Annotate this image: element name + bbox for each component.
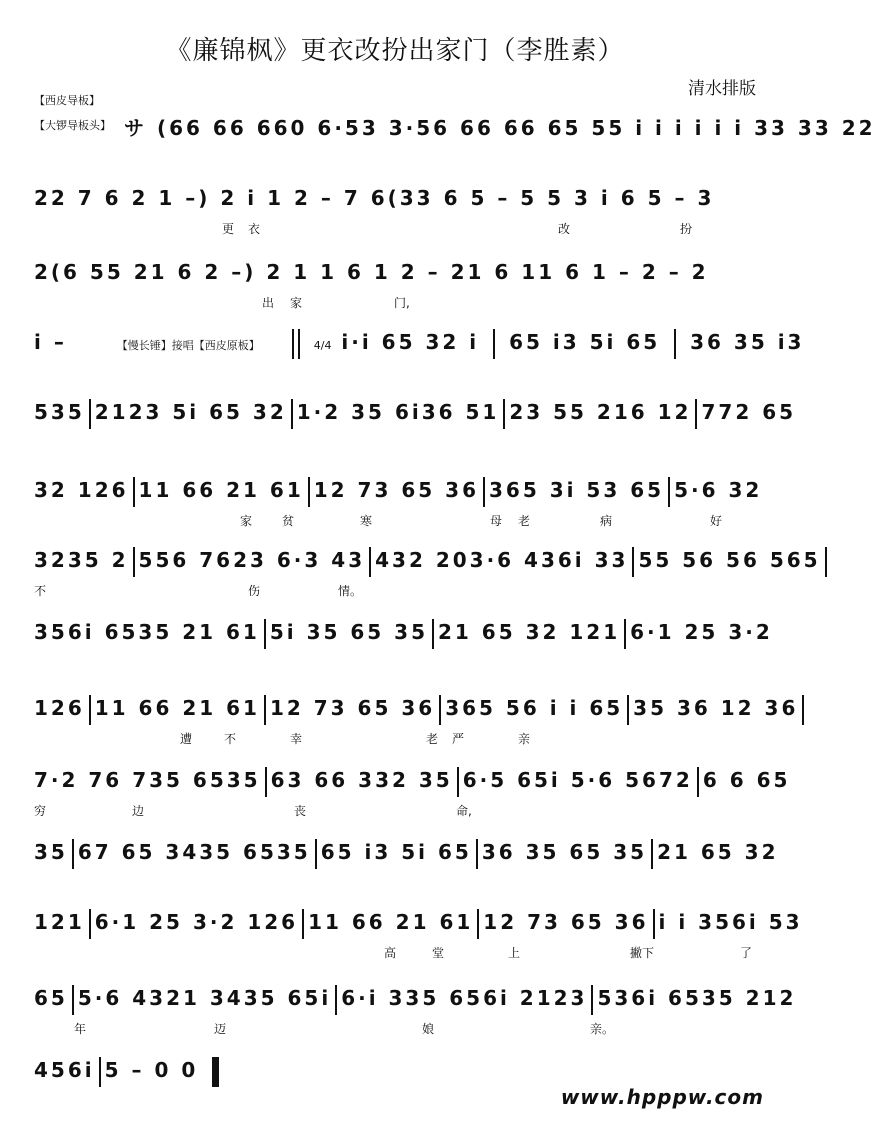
lyric: 幸	[290, 732, 303, 746]
lyric: 情。	[338, 584, 363, 598]
notes-segment: 11 66 21 61	[94, 696, 260, 720]
lyric: 扮	[680, 222, 693, 236]
barline	[292, 329, 294, 359]
barline	[89, 695, 91, 725]
notes	[34, 392, 797, 432]
barline	[291, 399, 293, 429]
score-line-4	[34, 322, 805, 402]
lyric: 不	[34, 584, 47, 598]
lyric: 命,	[456, 804, 472, 818]
lyric: 更	[222, 222, 235, 236]
notes-segment: 126	[34, 696, 85, 720]
banshi-tag-3: 【慢长锤】接唱【西皮原板】	[116, 339, 260, 352]
barline	[99, 1057, 101, 1087]
lyric: 家	[290, 296, 303, 310]
barline	[632, 547, 634, 577]
score-line-13	[34, 978, 797, 1058]
lyric: 老	[518, 514, 531, 528]
notes: 22 7 6 2 1 –) 2 i 1 2 – 7 6(33 6 5 – 5 5 3 i 6 5 – 3	[34, 186, 715, 210]
barline	[627, 695, 629, 725]
barline	[133, 477, 135, 507]
notes-segment: 67 65 3435 6535	[77, 840, 311, 864]
score-line-7	[34, 540, 821, 620]
notes-segment: 23 55 216 12	[509, 400, 692, 424]
notes	[34, 540, 821, 580]
barline	[335, 985, 337, 1015]
notes	[34, 978, 797, 1018]
notes-segment: 356i 6535 21 61	[34, 620, 260, 644]
lyric: 好	[710, 514, 723, 528]
notes: 2(6 55 21 6 2 –) 2 1 1 6 1 2 – 21 6 11 6 1 – 2 – 2	[34, 260, 709, 284]
notes-segment: i·i 65 32 i	[341, 330, 480, 354]
barline	[697, 767, 699, 797]
lyric: 了	[740, 946, 753, 960]
lyric: 衣	[248, 222, 261, 236]
lyric: 严	[452, 732, 465, 746]
lyric: 门,	[394, 296, 410, 310]
score-line-6	[34, 470, 762, 550]
lyric: 病	[600, 514, 613, 528]
notes	[34, 760, 791, 800]
notes	[34, 612, 773, 652]
notes-segment: 12 73 65 36	[313, 478, 479, 502]
barline	[668, 477, 670, 507]
notes-segment: 536i 6535 212	[597, 986, 797, 1010]
barline	[483, 477, 485, 507]
score-line-1	[124, 108, 876, 188]
notes-segment: 7·2 76 735 6535	[34, 768, 261, 792]
notes-segment: 535	[34, 400, 85, 424]
notes-segment: 11 66 21 61	[138, 478, 304, 502]
lyric: 老	[426, 732, 439, 746]
notes-segment: 65	[34, 986, 68, 1010]
final-barline	[212, 1057, 219, 1087]
barline	[72, 839, 74, 869]
score-line-12	[34, 902, 803, 982]
barline	[432, 619, 434, 649]
arranger-credit: 清水排版	[688, 79, 756, 99]
notes-segment: 365 56 i i 65	[445, 696, 624, 720]
lyric: 不	[224, 732, 237, 746]
notes-segment: 432 203·6 436i 33	[375, 548, 629, 572]
lyric: 堂	[432, 946, 445, 960]
barline	[476, 839, 478, 869]
notes-segment: 12 73 65 36	[269, 696, 436, 720]
notes-segment: 456i	[34, 1058, 95, 1082]
notes-segment: 21 65 32 121	[437, 620, 621, 644]
notes-segment: 6·1 25 3·2 126	[94, 910, 299, 934]
barline	[477, 909, 479, 939]
barline	[825, 547, 827, 577]
barline	[653, 909, 655, 939]
lyric: 母	[490, 514, 503, 528]
barline	[674, 329, 676, 359]
notes-segment: 65 i3 5i 65	[320, 840, 472, 864]
notes-segment: 11 66 21 61	[308, 910, 474, 934]
notes	[34, 1050, 762, 1090]
lyric: 撇下	[630, 946, 655, 960]
score-line-3	[34, 252, 762, 332]
lyric: 迈	[214, 1022, 227, 1036]
barline	[308, 477, 310, 507]
barline	[315, 839, 317, 869]
notes-segment: 35 36 12 36	[633, 696, 799, 720]
notes-segment: 32 126	[34, 478, 129, 502]
lyric: 丧	[294, 804, 307, 818]
notes-segment: 6 6 65	[702, 768, 791, 792]
lyric: 亲。	[590, 1022, 615, 1036]
lyric: 穷	[34, 804, 47, 818]
lyric: 家	[240, 514, 253, 528]
notes-segment: 1·2 35 6i36 51	[296, 400, 500, 424]
notes-segment: 12 73 65 36	[483, 910, 649, 934]
notes-segment: 6·5 65i 5·6 5672	[462, 768, 693, 792]
barline	[695, 399, 697, 429]
notes-segment: 3235 2	[34, 548, 129, 572]
notes	[34, 832, 779, 872]
lyric: 高	[384, 946, 397, 960]
notes-segment: i –	[34, 330, 67, 354]
barline	[264, 695, 266, 725]
barline	[133, 547, 135, 577]
notes-segment: 5i 35 65 35	[269, 620, 428, 644]
barline	[298, 329, 300, 359]
barline	[302, 909, 304, 939]
lyric: 改	[558, 222, 571, 236]
notes-segment: 772 65	[701, 400, 797, 424]
notes-segment: 36 35 65 35	[481, 840, 648, 864]
lyric: 寒	[360, 514, 373, 528]
lyric: 伤	[248, 584, 261, 598]
site-watermark: www.hpppw.com	[560, 1085, 764, 1109]
notes-segment: 63 66 332 35	[270, 768, 453, 792]
barline	[802, 695, 804, 725]
lyric: 亲	[518, 732, 531, 746]
barline	[624, 619, 626, 649]
banshi-tag-1: 【西皮导板】	[34, 94, 100, 107]
notes-segment: 35	[34, 840, 68, 864]
barline	[89, 909, 91, 939]
lyric: 出	[262, 296, 275, 310]
score-line-11	[34, 832, 779, 912]
barline	[439, 695, 441, 725]
barline	[369, 547, 371, 577]
notes-segment: 6·1 25 3·2	[630, 620, 773, 644]
lyric: 贫	[282, 514, 295, 528]
barline	[651, 839, 653, 869]
score-line-10	[34, 760, 791, 840]
notes-segment: 556 7623 6·3 43	[138, 548, 366, 572]
barline	[265, 767, 267, 797]
notes	[34, 688, 799, 728]
time-signature: 4/4	[313, 339, 332, 352]
barline	[493, 329, 495, 359]
notes	[34, 470, 762, 510]
notes-segment: 5·6 4321 3435 65i	[77, 986, 332, 1010]
barline	[503, 399, 505, 429]
barline	[72, 985, 74, 1015]
notes-segment: 6·i 335 656i 2123	[341, 986, 588, 1010]
banshi-tag-2: 【大锣导板头】	[34, 119, 111, 132]
score-line-5	[34, 392, 797, 472]
notes-segment: 55 56 56 565	[638, 548, 821, 572]
barline	[89, 399, 91, 429]
notes: サ (66 66 660 6·53 3·56 66 66 65 55 i i i i i i 33 33 22	[124, 116, 876, 140]
page-title: 《廉锦枫》更衣改扮出家门（李胜素）	[165, 36, 625, 66]
notes-segment: 5·6 32	[674, 478, 763, 502]
barline	[264, 619, 266, 649]
notes-segment: i i 356i 53	[658, 910, 803, 934]
notes-segment: 21 65 32	[657, 840, 779, 864]
notes-segment: 36 35 i3	[690, 330, 805, 354]
score-line-2	[34, 178, 762, 258]
score-line-9	[34, 688, 799, 768]
notes	[34, 902, 803, 942]
notes-segment: 121	[34, 910, 85, 934]
lyric: 年	[74, 1022, 87, 1036]
notes-segment: 65 i3 5i 65	[509, 330, 661, 354]
barline	[457, 767, 459, 797]
barline	[591, 985, 593, 1015]
lyric: 娘	[422, 1022, 435, 1036]
score-line-8	[34, 612, 773, 692]
lyric: 遭	[180, 732, 193, 746]
lyric: 边	[132, 804, 145, 818]
notes-segment: 365 3i 53 65	[488, 478, 665, 502]
notes-segment: 2123 5i 65 32	[94, 400, 287, 424]
notes-segment: 5 – 0 0	[104, 1058, 199, 1082]
notes	[34, 322, 805, 362]
lyric: 上	[508, 946, 521, 960]
